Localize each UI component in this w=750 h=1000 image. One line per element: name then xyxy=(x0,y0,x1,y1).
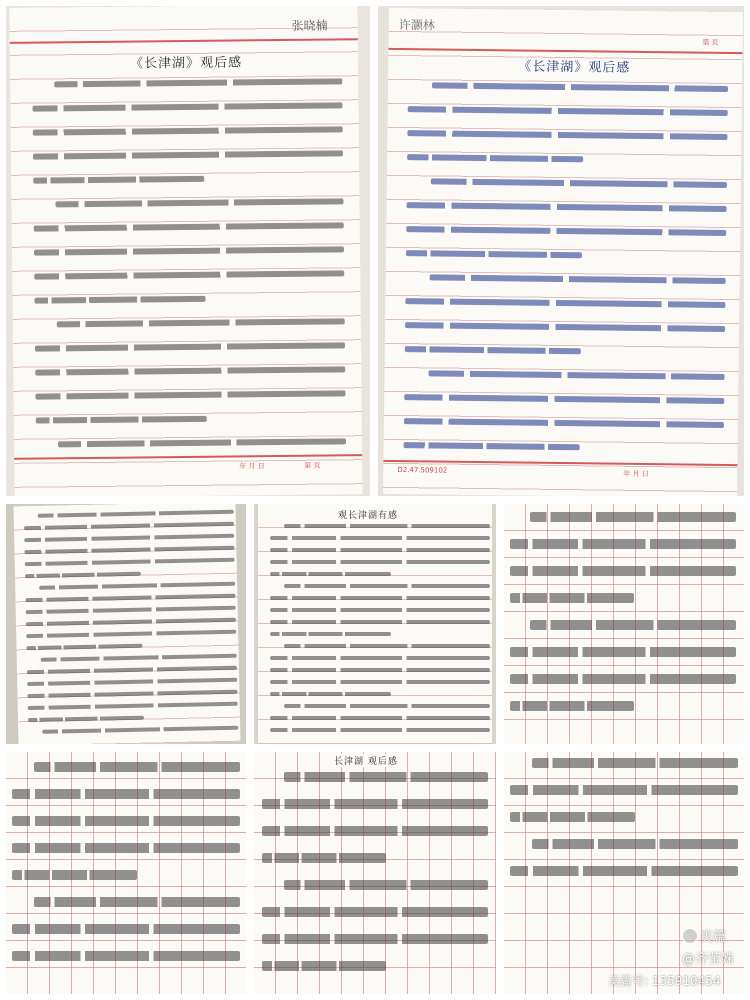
page-mark: 第 页 xyxy=(304,461,321,470)
handwriting-stroke xyxy=(34,296,205,304)
essay-photo-5 xyxy=(504,504,744,744)
handwriting-stroke xyxy=(432,82,728,92)
handwriting-stroke xyxy=(270,596,490,600)
handwriting-stroke xyxy=(26,630,236,638)
handwriting-stroke xyxy=(405,298,725,308)
handwriting-stroke xyxy=(510,539,736,549)
handwriting-stroke xyxy=(428,370,724,380)
handwriting-stroke xyxy=(405,346,581,354)
handwriting-stroke xyxy=(406,250,582,258)
handwriting-stroke xyxy=(28,716,144,722)
handwriting-stroke xyxy=(270,548,490,552)
handwriting-stroke xyxy=(24,522,234,530)
handwriting-lines xyxy=(14,504,241,744)
handwriting-stroke xyxy=(27,690,237,698)
essay-title: 长津湖 观后感 xyxy=(334,754,398,767)
handwriting-stroke xyxy=(532,758,738,768)
handwriting-stroke xyxy=(12,870,137,880)
handwriting-stroke xyxy=(530,620,736,630)
handwriting-stroke xyxy=(270,668,490,672)
handwriting-stroke xyxy=(284,584,490,588)
handwriting-stroke xyxy=(270,656,490,660)
handwriting-stroke xyxy=(33,126,343,135)
serial-number: D2.47.509102 xyxy=(397,465,448,475)
handwriting-stroke xyxy=(406,226,726,236)
handwriting-stroke xyxy=(25,594,235,602)
essay-title: 《长津湖》观后感 xyxy=(129,55,243,72)
date-mark: 年 月 日 xyxy=(239,462,265,471)
watermark-brand: 美篇 xyxy=(700,930,727,945)
handwriting-stroke xyxy=(270,620,490,624)
handwriting-stroke xyxy=(510,701,634,711)
date-mark: 年 月 日 xyxy=(623,469,649,479)
handwriting-stroke xyxy=(58,438,346,447)
handwriting-stroke xyxy=(27,666,237,674)
handwriting-stroke xyxy=(35,342,345,351)
handwriting-stroke xyxy=(34,222,344,231)
handwriting-stroke xyxy=(34,897,240,907)
handwriting-stroke xyxy=(510,566,736,576)
handwriting-stroke xyxy=(26,606,236,614)
handwriting-stroke xyxy=(24,534,234,542)
handwriting-stroke xyxy=(270,560,490,564)
handwriting-stroke xyxy=(270,680,490,684)
essay-photo-3 xyxy=(6,504,246,744)
handwriting-stroke xyxy=(25,558,235,566)
handwriting-lines xyxy=(9,6,362,496)
handwriting-stroke xyxy=(26,644,142,650)
handwriting-stroke xyxy=(36,416,207,424)
handwriting-stroke xyxy=(27,678,237,686)
handwriting-stroke xyxy=(284,880,488,890)
handwriting-lines xyxy=(254,752,496,994)
handwriting-stroke xyxy=(12,951,240,961)
handwriting-stroke xyxy=(55,198,343,207)
handwriting-stroke xyxy=(284,704,490,708)
handwriting-stroke xyxy=(35,390,345,399)
handwriting-stroke xyxy=(510,647,736,657)
handwriting-stroke xyxy=(407,154,583,162)
handwriting-stroke xyxy=(38,510,234,518)
handwriting-stroke xyxy=(510,812,635,822)
author-name: 张晓楠 xyxy=(291,18,328,33)
handwriting-stroke xyxy=(270,728,490,732)
handwriting-stroke xyxy=(510,785,738,795)
author-name: 许灏林 xyxy=(398,17,435,33)
handwriting-stroke xyxy=(270,692,391,696)
handwriting-stroke xyxy=(431,178,727,188)
handwriting-stroke xyxy=(270,608,490,612)
handwriting-stroke xyxy=(57,318,345,327)
essay-photo-1 xyxy=(6,6,370,496)
handwriting-stroke xyxy=(12,924,240,934)
ruled-paper xyxy=(383,8,743,496)
watermark-user: @齐莹姝 xyxy=(682,952,735,967)
handwriting-lines xyxy=(504,504,744,744)
handwriting-stroke xyxy=(407,202,727,212)
handwriting-stroke xyxy=(532,839,738,849)
handwriting-stroke xyxy=(404,418,724,428)
essay-photo-7 xyxy=(254,752,496,994)
handwriting-stroke xyxy=(270,632,391,636)
essay-photo-8 xyxy=(504,752,744,994)
handwriting-stroke xyxy=(270,572,391,576)
handwriting-stroke xyxy=(54,78,342,87)
handwriting-stroke xyxy=(430,274,726,284)
handwriting-stroke xyxy=(34,270,344,279)
page-mark: 第 页 xyxy=(702,38,719,47)
handwriting-stroke xyxy=(284,772,488,782)
handwriting-stroke xyxy=(270,536,490,540)
handwriting-stroke xyxy=(28,702,238,710)
essay-photo-4 xyxy=(254,504,496,744)
handwriting-stroke xyxy=(33,176,204,184)
handwriting-stroke xyxy=(530,512,736,522)
handwriting-stroke xyxy=(405,322,725,332)
essay-title: 《长津湖》观后感 xyxy=(518,59,631,76)
handwriting-stroke xyxy=(12,789,240,799)
handwriting-stroke xyxy=(25,572,141,578)
ruled-paper xyxy=(258,504,492,744)
handwriting-stroke xyxy=(34,762,240,772)
handwriting-stroke xyxy=(35,366,345,375)
ruled-paper xyxy=(14,504,241,744)
handwriting-lines xyxy=(258,504,492,744)
watermark-id: 美篇号: 135910454 xyxy=(608,974,721,988)
handwriting-stroke xyxy=(404,442,580,450)
handwriting-stroke xyxy=(26,618,236,626)
essay-title: 观长津湖有感 xyxy=(338,511,399,521)
handwriting-stroke xyxy=(262,961,386,971)
handwriting-stroke xyxy=(407,130,727,140)
handwriting-stroke xyxy=(34,246,344,255)
handwriting-stroke xyxy=(262,907,488,917)
handwriting-stroke xyxy=(24,546,234,554)
handwriting-stroke xyxy=(262,853,386,863)
handwriting-stroke xyxy=(262,799,488,809)
handwriting-stroke xyxy=(262,826,488,836)
handwriting-stroke xyxy=(39,582,235,590)
essay-photo-6 xyxy=(6,752,246,994)
handwriting-stroke xyxy=(284,524,490,528)
handwriting-lines xyxy=(383,8,743,496)
handwriting-stroke xyxy=(41,654,237,662)
handwriting-stroke xyxy=(510,593,634,603)
handwriting-stroke xyxy=(262,934,488,944)
handwriting-stroke xyxy=(408,106,728,116)
handwriting-stroke xyxy=(32,102,342,111)
handwriting-stroke xyxy=(270,716,490,720)
handwriting-stroke xyxy=(284,644,490,648)
handwriting-stroke xyxy=(404,394,724,404)
handwriting-stroke xyxy=(510,866,738,876)
essay-photo-2 xyxy=(378,6,744,496)
handwriting-stroke xyxy=(12,816,240,826)
handwriting-stroke xyxy=(12,843,240,853)
handwriting-lines xyxy=(6,752,246,994)
handwriting-stroke xyxy=(510,674,736,684)
meipian-logo-icon xyxy=(682,928,698,944)
ruled-paper xyxy=(9,6,362,496)
handwriting-stroke xyxy=(42,726,238,734)
handwriting-stroke xyxy=(33,150,343,159)
